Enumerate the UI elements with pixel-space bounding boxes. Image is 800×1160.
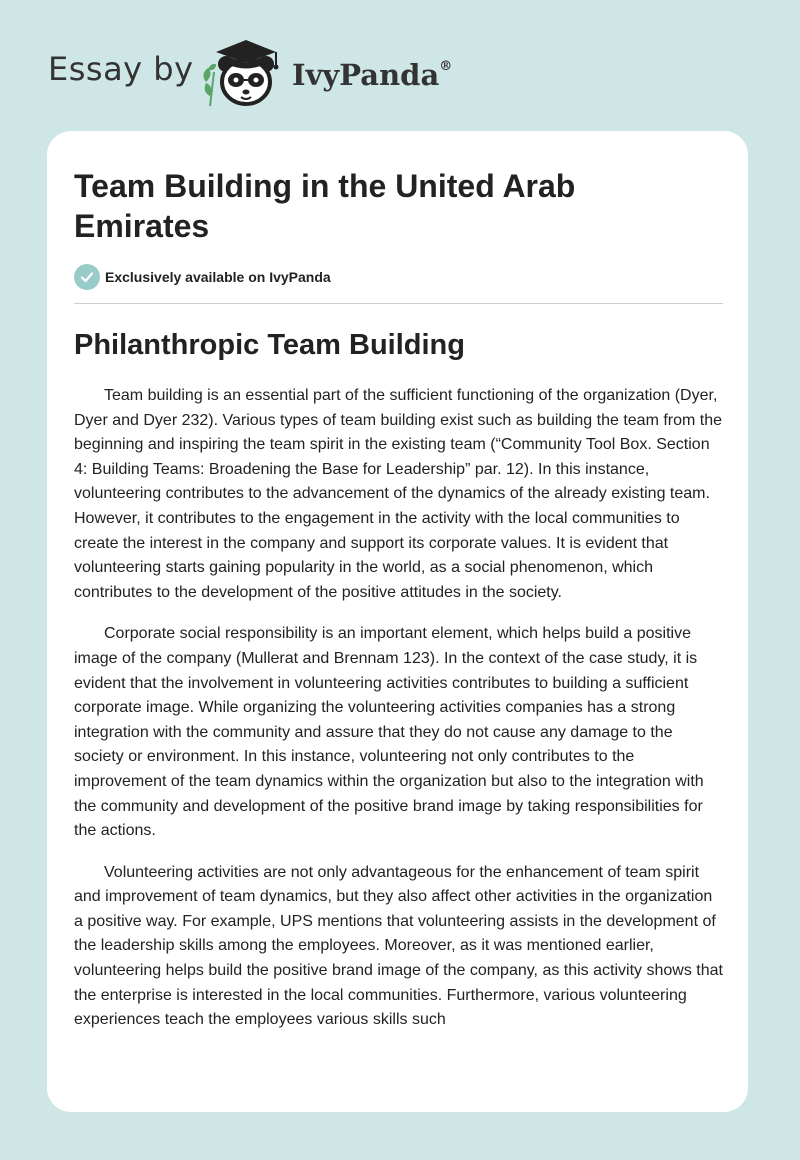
article-body: [74, 384, 724, 1050]
site-header: [0, 0, 800, 130]
paragraph: Volunteering activities are not only advantageous for the enhancement of team spirit and improvement of team dynamics, but they also affect other activities in the organization a positive way. For example, UPS mentions that volunteering assists in the development of the leadership skills among the employees. Moreover, as it was mentioned earlier, volunteering helps build the positive brand image of the company, as this activity shows that the enterprise is interested in the local communities. Furthermore, various volunteering experiences teach the employees various skills such: [74, 863, 723, 1029]
checkmark-icon: [74, 264, 100, 290]
essay-by-label: Essay by: [48, 50, 194, 88]
brand-name[interactable]: [292, 58, 452, 92]
section-title: Philanthropic Team Building: [74, 329, 465, 361]
panda-graduate-logo-icon[interactable]: [196, 30, 292, 110]
divider: [74, 303, 723, 304]
article-card: [47, 131, 748, 1112]
paragraph: Team building is an essential part of the sufficient functioning of the organization (Dyer, Dyer and Dyer 232). Various types of team building exist such as building the team from the beginning and inspiring the team spirit in the existing team (“Community Tool Box. Section 4: Building Teams: Broadening the Base for Leadership” par. 12). In this instance, volunteering contributes to the advancement of the dynamics of the already existing team. However, it contributes to the engagement in the activity with the local communities to create the interest in the company and support its corporate values. It is evident that volunteering starts gaining popularity in the world, as a social phenomenon, which contributes to the development of the positive attitudes in the society.: [74, 387, 723, 601]
brand-label: IvyPanda: [292, 58, 440, 92]
exclusive-badge-label: Exclusively available on IvyPanda: [105, 269, 331, 285]
paragraph: Corporate social responsibility is an important element, which helps build a positive image of the company (Mullerat and Brennam 123). In the context of the case study, it is evident that the involvement in volunteering activities contributes to building a sufficient corporate image. While organizing the volunteering activities companies has a strong integration with the community and assure that they do not cause any damage to the society or environment. In this instance, volunteering not only contributes to the improvement of the team dynamics within the organization but also to the integration with the community and development of the positive brand image by taking responsibilities for the actions.: [74, 625, 704, 840]
registered-mark: ®: [439, 59, 453, 74]
exclusive-badge: [74, 264, 331, 290]
page-title: Team Building in the United Arab Emirates: [74, 168, 576, 244]
